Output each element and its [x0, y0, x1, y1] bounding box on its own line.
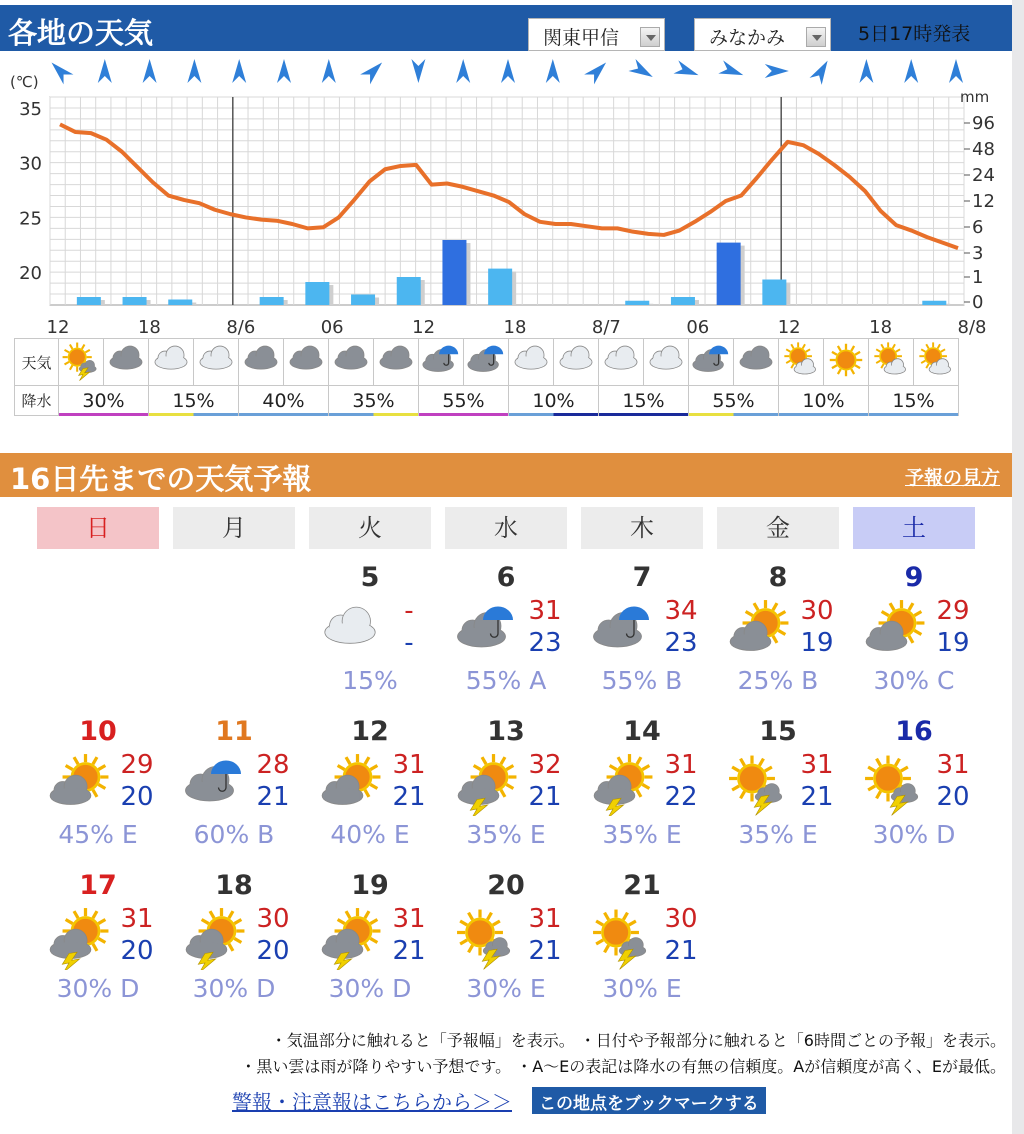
hour-weather-icon [509, 339, 554, 386]
forecast-day[interactable] [710, 562, 846, 712]
scrollbar[interactable] [1012, 0, 1024, 1134]
hour-weather-icon [329, 339, 374, 386]
low-temp: 20 [256, 936, 290, 966]
dark-cloud-icon [239, 339, 283, 381]
high-temp: 31 [528, 904, 562, 934]
weekday-header: 火 [309, 507, 431, 549]
high-temp: 32 [528, 750, 562, 780]
day-number: 18 [215, 870, 253, 901]
forecast-day[interactable] [166, 870, 302, 1020]
forecast-day[interactable] [846, 562, 982, 712]
precip-chance: 55% B [601, 666, 683, 695]
high-temp: 31 [392, 904, 426, 934]
forecast-day[interactable] [438, 870, 574, 1020]
precip-cell: 55% [689, 386, 779, 416]
day-number: 20 [487, 870, 525, 901]
temp-tick-label: 20 [19, 263, 42, 285]
precip-row-label: 降水 [15, 386, 59, 416]
forecast-day[interactable] [302, 716, 438, 866]
precip-chance: 25% B [737, 666, 819, 695]
high-temp: 29 [120, 750, 154, 780]
weekday-header: 月 [173, 507, 295, 549]
day-number: 9 [904, 562, 924, 593]
wind-arrow-icon [232, 59, 246, 83]
hour-weather-icon [779, 339, 824, 386]
day-number: 12 [351, 716, 389, 747]
cloud-sun-icon [854, 596, 934, 662]
sun-thunder-icon [59, 339, 103, 381]
sun-thunder-icon [854, 750, 934, 816]
weekday-header: 水 [445, 507, 567, 549]
x-tick-label: 8/8 [957, 317, 987, 338]
high-temp: 31 [528, 596, 562, 626]
precip-chance: 55% A [465, 666, 547, 695]
precip-cell: 15% [599, 386, 689, 416]
precip-cell: 55% [419, 386, 509, 416]
precip-bar [671, 297, 695, 305]
day-number: 16 [895, 716, 933, 747]
day-number: 5 [360, 562, 380, 593]
x-tick-label: 06 [686, 317, 710, 338]
hour-weather-icon [194, 339, 239, 386]
note-line: ・気温部分に触れると「予報幅」を表示。 ・日付や予報部分に触れると「6時間ごとの予報」を表示。 [270, 1031, 1006, 1050]
sun-icon [824, 339, 868, 381]
low-temp: - [404, 628, 414, 658]
wind-arrow-icon [810, 57, 834, 85]
forecast-day[interactable] [438, 562, 574, 712]
precip-bar [305, 282, 329, 305]
weather-table [14, 338, 959, 416]
precip-tick-label: 48 [972, 139, 995, 160]
precip-tick-label: 96 [972, 113, 995, 134]
day-number: 6 [496, 562, 516, 593]
wind-arrow-icon [322, 59, 336, 83]
wind-arrow-icon [765, 64, 789, 78]
low-temp: 19 [800, 628, 834, 658]
high-temp: 31 [936, 750, 970, 780]
precip-chance: 30% E [602, 974, 682, 1003]
dark-cloud-icon [734, 339, 778, 381]
forecast-help-link[interactable]: 予報の見方 [904, 467, 1000, 489]
precip-bar [922, 301, 946, 305]
precip-chance: 30% E [466, 974, 546, 1003]
day-number: 19 [351, 870, 389, 901]
forecast-day[interactable] [30, 716, 166, 866]
sun-thunder-icon [718, 750, 798, 816]
hour-weather-icon [599, 339, 644, 386]
wind-arrow-icon [47, 58, 74, 85]
precip-chance: 35% E [738, 820, 818, 849]
x-tick-label: 18 [503, 317, 527, 338]
hour-weather-icon [914, 339, 959, 386]
forecast-header [0, 453, 1012, 497]
cloud-sun-icon [38, 750, 118, 816]
wind-arrow-icon [718, 60, 745, 81]
forecast-day[interactable] [302, 562, 438, 712]
forecast-title: 16日先までの天気予報 [10, 462, 312, 496]
note-line: ・黒い雲は雨が降りやすい予想です。 ・A〜Eの表記は降水の有無の信頼度。Aが信頼度が高く、Eが最低。 [240, 1057, 1006, 1076]
precip-tick-label: 12 [972, 191, 995, 212]
cloud-sun-thunder-icon [38, 904, 118, 970]
day-number: 21 [623, 870, 661, 901]
high-temp: 28 [256, 750, 290, 780]
precip-bar [625, 301, 649, 305]
cloud-sun-icon [718, 596, 798, 662]
hour-weather-icon [284, 339, 329, 386]
precip-cell: 40% [239, 386, 329, 416]
warning-link[interactable]: 警報・注意報はこちらから＞＞ [232, 1090, 512, 1114]
wind-arrow-icon [904, 59, 918, 83]
hour-weather-icon [104, 339, 149, 386]
x-tick-label: 12 [412, 317, 436, 338]
low-temp: 21 [664, 936, 698, 966]
cloud-sun-thunder-icon [174, 904, 254, 970]
forecast-day[interactable] [30, 870, 166, 1020]
wind-arrow-icon [674, 60, 701, 81]
precip-chance: 30% D [56, 974, 140, 1003]
low-temp: 22 [664, 782, 698, 812]
cloud-icon [554, 339, 598, 381]
dark-cloud-icon [104, 339, 148, 381]
x-tick-label: 12 [46, 317, 70, 338]
sun-cloud-icon [779, 339, 823, 381]
dark-cloud-icon [329, 339, 373, 381]
notes [240, 1028, 1006, 1080]
hour-weather-icon [554, 339, 599, 386]
temp-tick-label: 35 [19, 98, 42, 120]
precip-chance: 60% B [193, 820, 275, 849]
umbrella-icon [464, 339, 508, 381]
wind-arrow-icon [546, 59, 560, 83]
cloud-sun-thunder-icon [310, 904, 390, 970]
x-tick-label: 12 [777, 317, 801, 338]
precip-bar [123, 297, 147, 305]
weekday-header: 木 [581, 507, 703, 549]
chevron-down-icon [640, 27, 660, 47]
wind-arrow-icon [360, 58, 387, 85]
umbrella-icon [689, 339, 733, 381]
city-select[interactable] [694, 18, 831, 51]
wind-arrow-icon [143, 59, 157, 83]
cloud-icon [194, 339, 238, 381]
wind-arrow-icon [859, 59, 873, 83]
precip-bar [77, 297, 101, 305]
low-temp: 20 [120, 936, 154, 966]
high-temp: 30 [256, 904, 290, 934]
page-title: 各地の天気 [8, 16, 154, 50]
low-temp: 21 [528, 936, 562, 966]
precip-tick-label: 6 [972, 217, 984, 238]
precip-bar [762, 280, 786, 306]
hour-weather-icon [689, 339, 734, 386]
low-temp: 19 [936, 628, 970, 658]
high-temp: 34 [664, 596, 698, 626]
precip-chance: 45% E [58, 820, 138, 849]
low-temp: 20 [120, 782, 154, 812]
day-number: 14 [623, 716, 661, 747]
weather-row-label: 天気 [15, 339, 59, 386]
umbrella-icon [419, 339, 463, 381]
wind-arrow-icon [501, 59, 515, 83]
umbrella-icon [174, 750, 254, 816]
low-temp: 21 [800, 782, 834, 812]
precip-chance: 30% D [192, 974, 276, 1003]
weekday-header: 日 [37, 507, 159, 549]
forecast-day[interactable] [574, 716, 710, 866]
wind-arrow-icon [629, 59, 657, 83]
x-tick-label: 18 [137, 317, 161, 338]
wind-arrow-icon [456, 59, 470, 83]
forecast-day[interactable] [846, 716, 982, 866]
precip-tick-label: 0 [972, 292, 984, 313]
dark-cloud-icon [374, 339, 418, 381]
low-temp: 20 [936, 782, 970, 812]
sun-thunder-icon [446, 904, 526, 970]
precip-cell: 15% [149, 386, 239, 416]
high-temp: 30 [664, 904, 698, 934]
precip-tick-label: 3 [972, 243, 984, 264]
high-temp: 29 [936, 596, 970, 626]
forecast-day[interactable] [710, 716, 846, 866]
precip-bar [397, 277, 421, 305]
hourly-chart[interactable] [0, 55, 1012, 340]
precip-cell: 10% [509, 386, 599, 416]
precip-cell: 10% [779, 386, 869, 416]
cloud-icon [599, 339, 643, 381]
cloud-icon [644, 339, 688, 381]
precip-unit-label: mm [960, 88, 990, 106]
cloud-icon [310, 596, 390, 662]
low-temp: 23 [664, 628, 698, 658]
low-temp: 21 [392, 936, 426, 966]
hour-weather-icon [464, 339, 509, 386]
cloud-icon [149, 339, 193, 381]
precip-chance: 30% C [873, 666, 955, 695]
wind-arrow-icon [411, 59, 425, 83]
precip-chance: 35% E [602, 820, 682, 849]
forecast-day[interactable] [438, 716, 574, 866]
weekday-header: 金 [717, 507, 839, 549]
day-number: 10 [79, 716, 117, 747]
temp-tick-label: 30 [19, 153, 42, 175]
high-temp: - [404, 596, 414, 626]
umbrella-icon [446, 596, 526, 662]
forecast-day[interactable] [302, 870, 438, 1020]
hour-weather-icon [374, 339, 419, 386]
day-number: 13 [487, 716, 525, 747]
published-time: 5日17時発表 [858, 23, 971, 45]
sun-thunder-icon [582, 904, 662, 970]
high-temp: 31 [664, 750, 698, 780]
precip-bar [488, 269, 512, 305]
precip-bar [717, 243, 741, 305]
header-bar [0, 5, 1012, 51]
high-temp: 30 [800, 596, 834, 626]
low-temp: 21 [256, 782, 290, 812]
precip-bar [442, 240, 466, 305]
hour-weather-icon [419, 339, 464, 386]
x-tick-label: 06 [320, 317, 344, 338]
high-temp: 31 [800, 750, 834, 780]
high-temp: 31 [392, 750, 426, 780]
precip-cell: 15% [869, 386, 959, 416]
hour-weather-icon [59, 339, 104, 386]
x-tick-label: 18 [869, 317, 893, 338]
chevron-down-icon [806, 27, 826, 47]
precip-bar [260, 297, 284, 305]
precip-cell: 30% [59, 386, 149, 416]
precip-tick-label: 1 [972, 267, 984, 288]
low-temp: 21 [528, 782, 562, 812]
precip-chance: 30% D [872, 820, 956, 849]
x-tick-label: 8/6 [226, 317, 256, 338]
forecast-day[interactable] [166, 716, 302, 866]
hour-weather-icon [869, 339, 914, 386]
sun-cloud-icon [914, 339, 958, 381]
day-number: 8 [768, 562, 788, 593]
hour-weather-icon [734, 339, 779, 386]
weekday-header: 土 [853, 507, 975, 549]
temp-tick-label: 25 [19, 208, 42, 230]
x-tick-label: 8/7 [591, 317, 621, 338]
city-select-value: みなかみ [709, 27, 786, 49]
sun-cloud-icon [869, 339, 913, 381]
wind-arrow-icon [98, 59, 112, 83]
wind-arrow-icon [187, 59, 201, 83]
hour-weather-icon [239, 339, 284, 386]
umbrella-icon [582, 596, 662, 662]
hour-weather-icon [824, 339, 869, 386]
cloud-sun-icon [310, 750, 390, 816]
forecast-day[interactable] [574, 870, 710, 1020]
cloud-sun-thunder-icon [446, 750, 526, 816]
cloud-sun-thunder-icon [582, 750, 662, 816]
day-number: 15 [759, 716, 797, 747]
wind-arrow-icon [949, 59, 963, 83]
precip-chance: 30% D [328, 974, 412, 1003]
hour-weather-icon [644, 339, 689, 386]
forecast-day[interactable] [574, 562, 710, 712]
day-number: 7 [632, 562, 652, 593]
dark-cloud-icon [284, 339, 328, 381]
low-temp: 21 [392, 782, 426, 812]
precip-bar [168, 300, 192, 306]
wind-arrow-icon [277, 59, 291, 83]
region-select[interactable] [528, 18, 665, 51]
temp-unit-label: (℃) [10, 73, 39, 91]
hour-weather-icon [149, 339, 194, 386]
day-number: 17 [79, 870, 117, 901]
region-select-value: 関東甲信 [543, 27, 620, 49]
precip-chance: 40% E [330, 820, 410, 849]
day-number: 11 [215, 716, 253, 747]
wind-arrow-icon [584, 58, 611, 85]
precip-cell: 35% [329, 386, 419, 416]
low-temp: 23 [528, 628, 562, 658]
precip-tick-label: 24 [972, 165, 995, 186]
high-temp: 31 [120, 904, 154, 934]
cloud-icon [509, 339, 553, 381]
bookmark-button[interactable]: この地点をブックマークする [532, 1087, 766, 1114]
precip-bar [351, 295, 375, 306]
precip-chance: 15% [342, 666, 398, 695]
precip-chance: 35% E [466, 820, 546, 849]
